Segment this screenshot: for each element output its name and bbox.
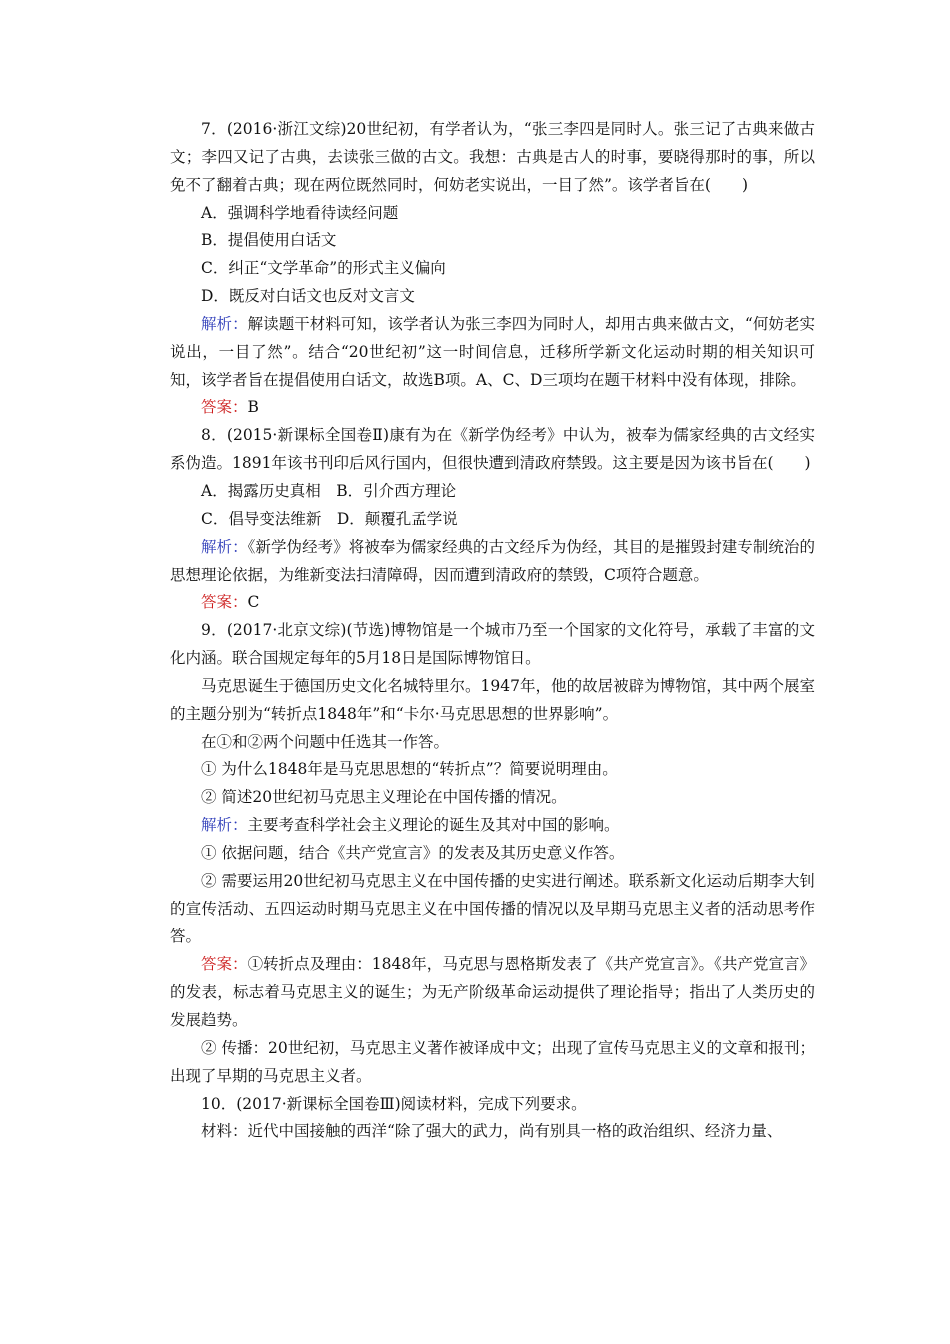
answer-text: C (247, 593, 260, 612)
answer-label: 答案： (201, 398, 248, 417)
question-10-stem: 10．(2017·新课标全国卷Ⅲ)阅读材料，完成下列要求。 (201, 1094, 587, 1113)
analysis-label: 解析： (201, 816, 248, 835)
question-9-analysis (170, 812, 815, 840)
question-9-analysis-1: ① 依据问题，结合《共产党宣言》的发表及其历史意义作答。 (201, 843, 625, 862)
question-7-stem: 7．(2016·浙江文综)20世纪初，有学者认为，“张三李四是同时人。张三记了古典来做古文；李四又记了古典，去读张三做的古文。我想：古典是古人的时事，要晓得那时的事，所以免不了翻着古典；现在两位既然同时，何妨老实说出，一目了然”。该学者旨在( ) (170, 120, 815, 194)
question-7-option-b: B．提倡使用白话文 (201, 231, 337, 250)
question-9-answer-2: ② 传播：20世纪初，马克思主义著作被译成中文；出现了宣传马克思主义的文章和报刊；出现了早期的马克思主义者。 (170, 1038, 815, 1085)
analysis-text: 《新学伪经考》将被奉为儒家经典的古文经斥为伪经，其目的是摧毁封建专制统治的思想理论依据，为维新变法扫清障碍，因而遭到清政府的禁毁，C项符合题意。 (170, 537, 815, 584)
question-9-sub-1: ① 为什么1848年是马克思思想的“转折点”？简要说明理由。 (201, 760, 618, 779)
question-9-stem: 9．(2017·北京文综)(节选)博物馆是一个城市乃至一个国家的文化符号，承载了丰富的文化内涵。联合国规定每年的5月18日是国际博物馆日。 (170, 621, 815, 668)
answer-label: 答案： (201, 955, 248, 974)
question-7-option-a: A．强调科学地看待读经问题 (201, 203, 399, 222)
question-8-options-ab: A．揭露历史真相 B．引介西方理论 (201, 481, 457, 500)
analysis-label: 解析： (201, 537, 248, 556)
answer-text: B (247, 398, 259, 417)
question-9-material: 马克思诞生于德国历史文化名城特里尔。1947年，他的故居被辟为博物馆，其中两个展室的主题分别为“转折点1848年”和“卡尔·马克思思想的世界影响”。 (170, 676, 815, 723)
question-10-material: 材料：近代中国接触的西洋“除了强大的武力，尚有别具一格的政治组织、经济力量、 (201, 1122, 783, 1141)
question-9-instruction: 在①和②两个问题中任选其一作答。 (201, 732, 450, 751)
document-page (170, 116, 815, 1146)
question-9-answer-1 (170, 951, 815, 1035)
analysis-text: 解读题干材料可知，该学者认为张三李四为同时人，却用古典来做古文，“何妨老实说出，一目了然”。结合“20世纪初”这一时间信息，迁移所学新文化运动时期的相关知识可知，该学者旨在提倡使用白话文，故选B项。A、C、D三项均在题干材料中没有体现，排除。 (170, 314, 815, 389)
question-8-options-cd: C．倡导变法维新 D．颠覆孔孟学说 (201, 509, 458, 528)
answer-label: 答案： (201, 593, 248, 612)
question-7-analysis (170, 311, 815, 395)
question-9-analysis-2: ② 需要运用20世纪初马克思主义在中国传播的史实进行阐述。联系新文化运动后期李大钊的宣传活动、五四运动时期马克思主义在中国传播的情况以及早期马克思主义者的活动思考作答。 (170, 871, 815, 946)
question-7-option-d: D．既反对白话文也反对文言文 (201, 287, 415, 306)
answer-text: ①转折点及理由：1848年，马克思与恩格斯发表了《共产党宣言》。《共产党宣言》的发表，标志着马克思主义的诞生；为无产阶级革命运动提供了理论指导；指出了人类历史的发展趋势。 (170, 955, 815, 1029)
analysis-text: 主要考查科学社会主义理论的诞生及其对中国的影响。 (247, 816, 620, 835)
question-8-stem: 8．(2015·新课标全国卷Ⅱ)康有为在《新学伪经考》中认为，被奉为儒家经典的古文经实系伪造。1891年该书刊印后风行国内，但很快遭到清政府禁毁。这主要是因为该书旨在( ) (170, 426, 815, 473)
question-7-answer (170, 394, 815, 422)
question-8-answer (170, 589, 815, 617)
question-9-sub-2: ② 简述20世纪初马克思主义理论在中国传播的情况。 (201, 788, 567, 807)
question-8-analysis (170, 534, 815, 590)
analysis-label: 解析： (201, 314, 248, 333)
question-7-option-c: C．纠正“文学革命”的形式主义偏向 (201, 259, 446, 278)
